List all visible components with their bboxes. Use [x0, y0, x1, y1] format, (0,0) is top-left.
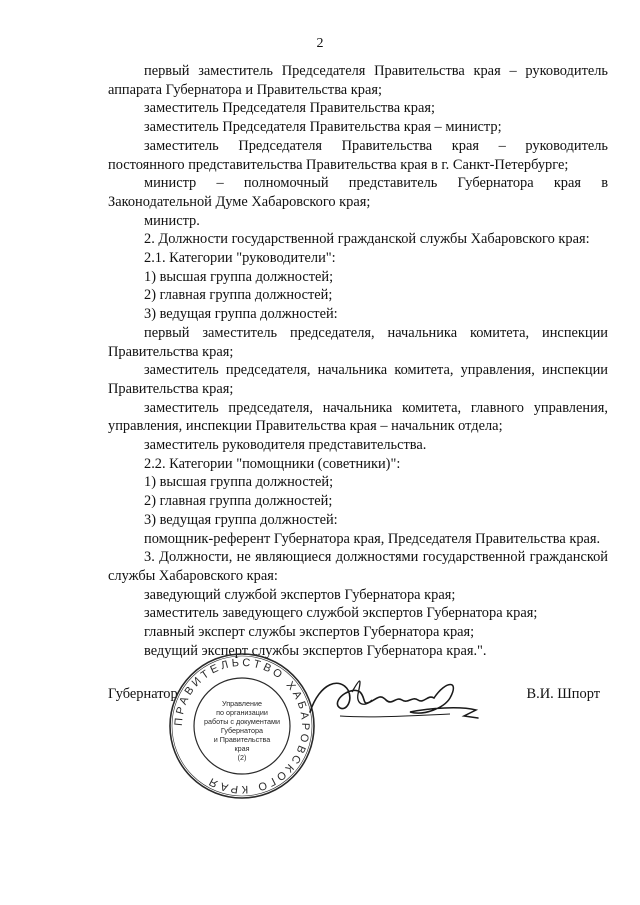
svg-text:и Правительства: и Правительства [213, 735, 271, 744]
document-body [108, 62, 608, 661]
page-number: 2 [316, 36, 324, 51]
paragraph: заместитель председателя, начальника комитета, главного управления, управления, инспекции Правительства края – начальник отдела; [108, 399, 608, 435]
section-heading: 2. Должности государственной гражданской службы Хабаровского края: [144, 231, 590, 248]
paragraph: заместитель Председателя Правительства края – руководитель постоянного представительства Правительства края в г. Санкт-Петербурге; [108, 137, 608, 173]
svg-text:по организации: по организации [216, 708, 268, 717]
paragraph: министр. [144, 212, 200, 229]
paragraph: 2) главная группа должностей; [144, 493, 333, 510]
paragraph: 3) ведущая группа должностей: [144, 306, 338, 323]
paragraph: заместитель председателя, начальника комитета, управления, инспекции Правительства края; [108, 362, 608, 397]
paragraph: заместитель заведующего службой экспертов Губернатора края; [144, 605, 538, 622]
paragraph: министр – полномочный представитель Губернатора края в Законодательной Думе Хабаровского края; [108, 175, 608, 210]
subsection-heading: 2.1. Категории "руководители": [144, 250, 336, 267]
svg-text:края: края [234, 744, 250, 753]
paragraph: ведущий эксперт службы экспертов Губернатора края.". [144, 642, 487, 659]
seal-ring-text: ПРАВИТЕЛЬСТВО ХАБАРОВСКОГО КРАЯ [172, 656, 312, 796]
svg-text:(2): (2) [237, 753, 247, 762]
paragraph: 3) ведущая группа должностей: [144, 511, 338, 528]
paragraph: заместитель Председателя Правительства края – министр; [144, 119, 502, 136]
paragraph: первый заместитель председателя, начальника комитета, инспекции Правительства края; [108, 324, 608, 360]
paragraph: заместитель Председателя Правительства края; [144, 100, 435, 117]
subsection-heading: 2.2. Категории "помощники (советники)": [144, 455, 401, 472]
svg-text:Управление: Управление [222, 699, 262, 708]
paragraph: заместитель руководителя представительства. [144, 437, 427, 454]
paragraph: 1) высшая группа должностей; [144, 268, 334, 285]
paragraph: первый заместитель Председателя Правительства края – руководитель аппарата Губернатора и Правительства края; [108, 63, 608, 98]
section-heading: 3. Должности, не являющиеся должностями государственной гражданской службы Хабаровского края: [108, 549, 608, 584]
signatory-name: В.И. Шпорт [526, 686, 600, 702]
signatory-title: Губернатор [108, 686, 178, 702]
paragraph: главный эксперт службы экспертов Губернатора края; [144, 624, 475, 641]
svg-text:работы с документами: работы с документами [204, 717, 280, 726]
official-seal-icon [168, 652, 316, 800]
paragraph: помощник-референт Губернатора края, Председателя Правительства края. [144, 530, 601, 547]
paragraph: 2) главная группа должностей; [144, 287, 333, 304]
handwritten-signature-icon [300, 672, 480, 724]
paragraph: заведующий службой экспертов Губернатора края; [144, 586, 456, 603]
paragraph: 1) высшая группа должностей; [144, 474, 334, 491]
svg-text:Губернатора: Губернатора [220, 726, 264, 735]
